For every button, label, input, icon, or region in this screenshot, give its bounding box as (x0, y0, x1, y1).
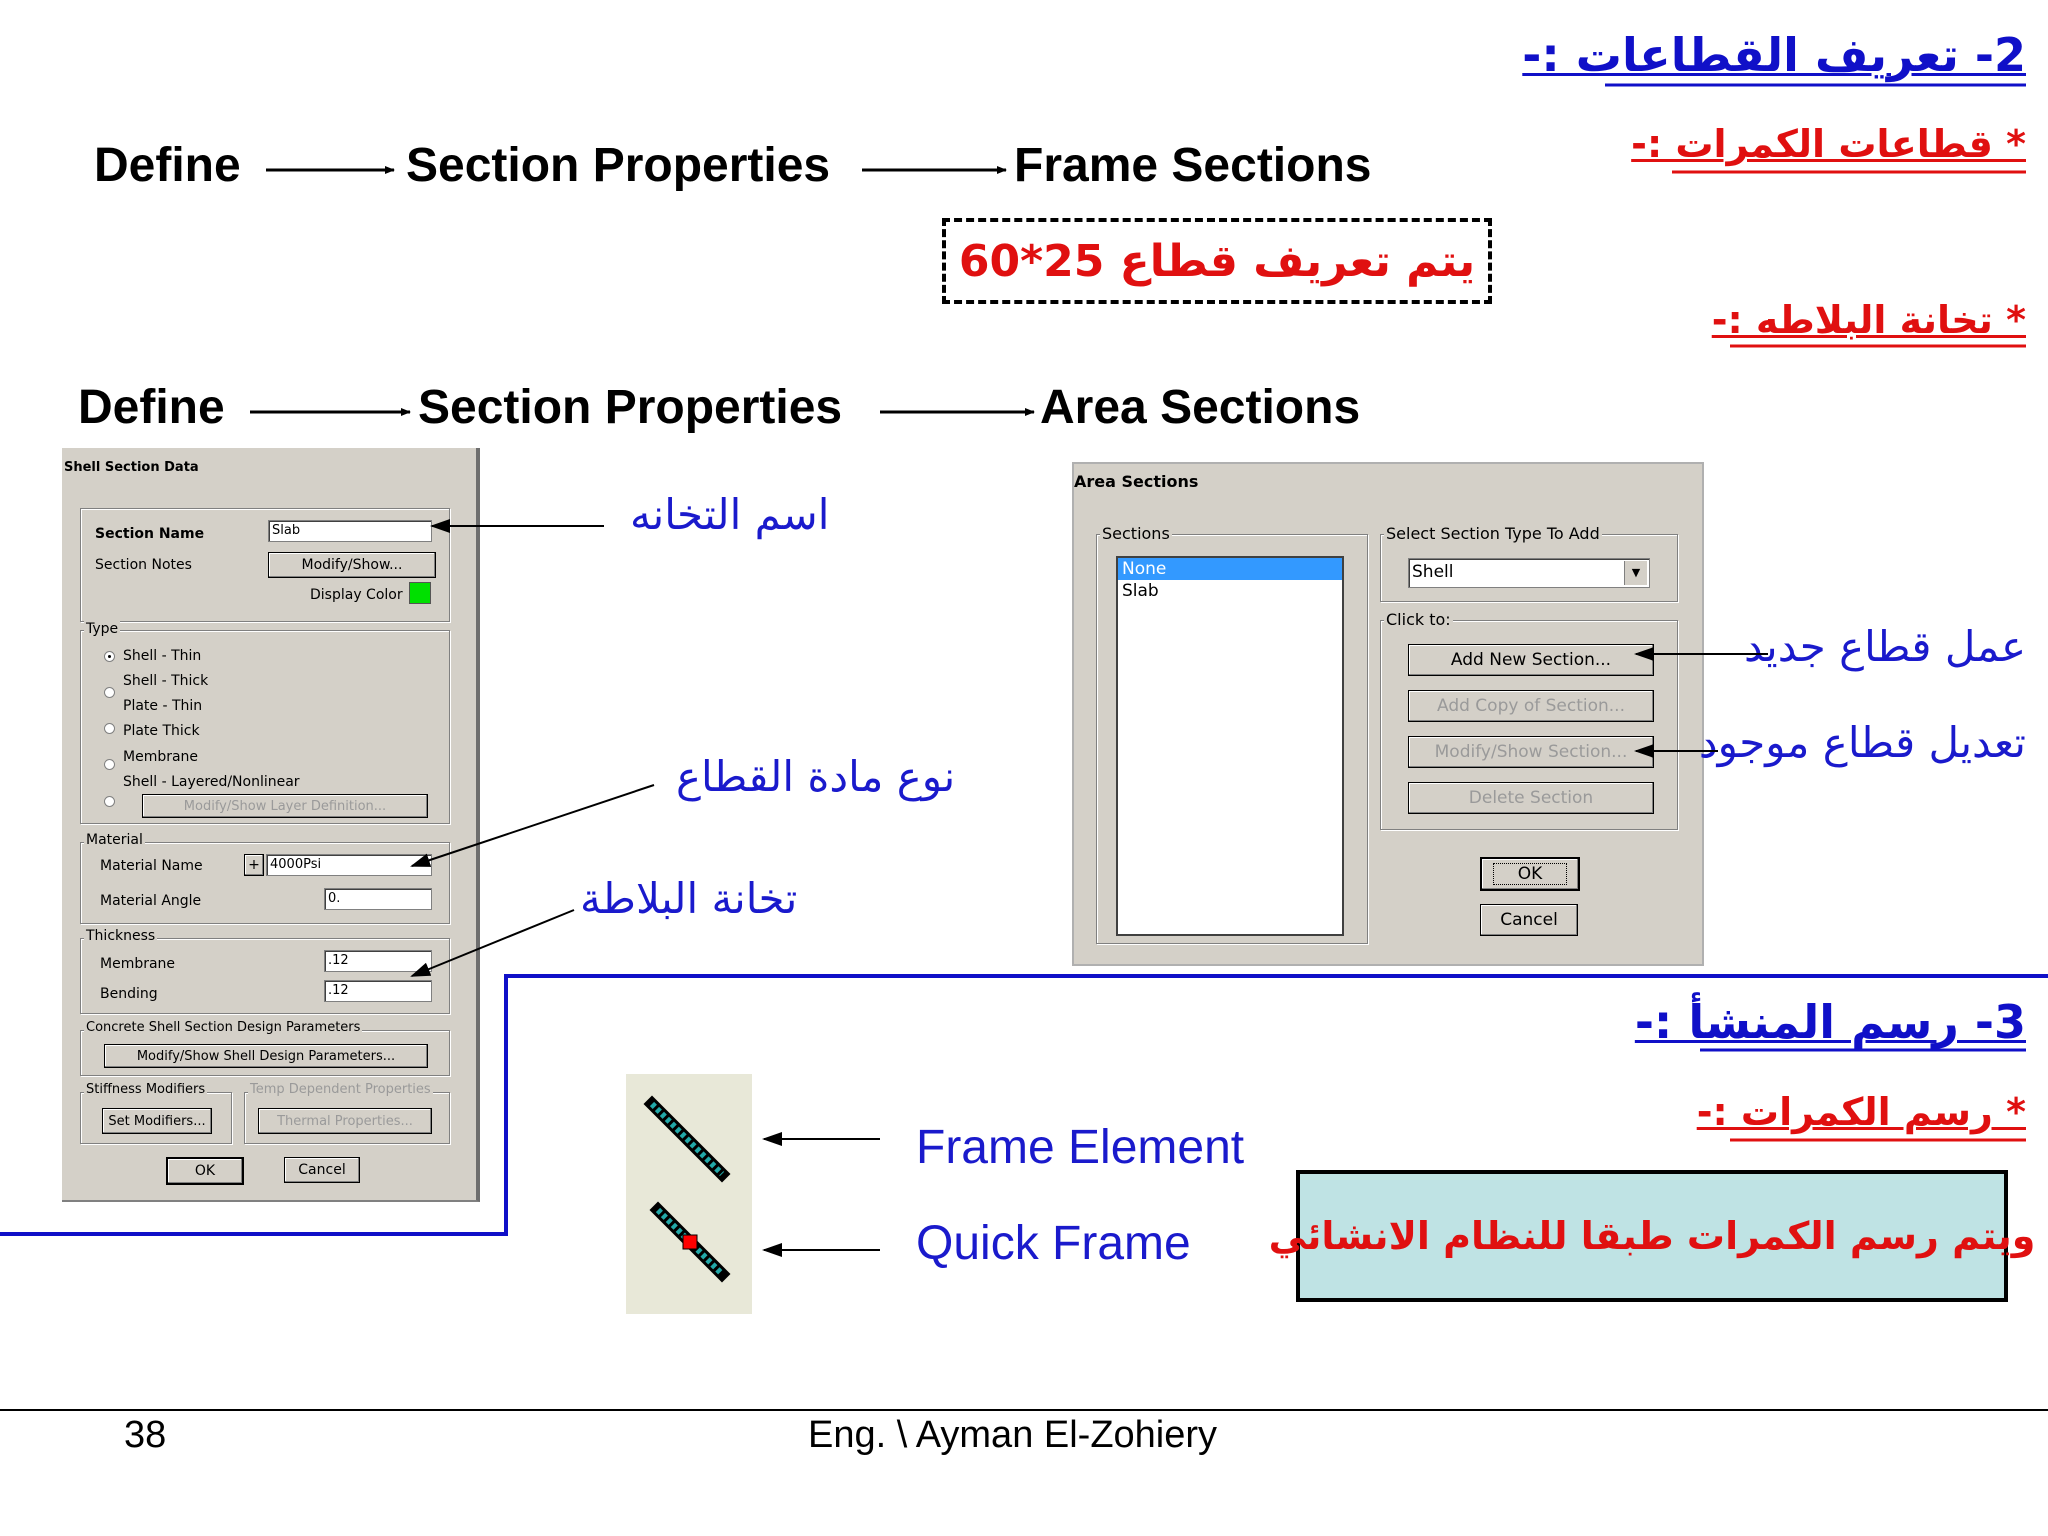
footer-page-number: 38 (124, 1414, 167, 1456)
beam-drawing-heading: * رسم الكمرات :- (1696, 1090, 2026, 1134)
section-name-label: Section Name (95, 526, 205, 542)
material-angle-label: Material Angle (100, 893, 202, 909)
frame-element-label: Frame Element (916, 1121, 1245, 1174)
material-add-button[interactable]: + (244, 854, 264, 876)
click-to-group-label: Click to: (1386, 610, 1451, 629)
quick-frame-icon[interactable] (634, 1198, 734, 1298)
radio-shell-thin[interactable] (104, 651, 115, 662)
type-label-plate-thick: Plate Thick (123, 723, 200, 739)
frame-section-note-box (942, 218, 1492, 304)
material-name-select[interactable]: 4000Psi (266, 854, 432, 876)
section-type-select[interactable] (1408, 558, 1650, 588)
modify-show-section-button[interactable]: Modify/Show Section... (1408, 736, 1654, 768)
type-label-shell-layered: Shell - Layered/Nonlinear (123, 774, 300, 790)
area-ok-button[interactable] (1480, 857, 1580, 891)
delete-section-button[interactable]: Delete Section (1408, 782, 1654, 814)
shell-section-data-dialog (62, 448, 480, 1202)
type-label-shell-thick: Shell - Thick (123, 673, 209, 689)
set-modifiers-button[interactable]: Set Modifiers... (102, 1108, 212, 1134)
flow-area-section-properties: Section Properties (418, 381, 843, 434)
concrete-design-parameters-button[interactable]: Modify/Show Shell Design Parameters... (104, 1044, 428, 1068)
bending-thickness-field[interactable]: .12 (324, 980, 432, 1002)
shell-dialog-title: Shell Section Data (64, 460, 199, 475)
area-ok-label: OK (1493, 863, 1568, 885)
flow-area-define: Define (78, 381, 225, 434)
select-type-group-label: Select Section Type To Add (1386, 524, 1600, 543)
membrane-label: Membrane (100, 956, 176, 972)
annotation-new-section: عمل قطاع جديد (1744, 622, 2026, 671)
annotation-thickness-name: اسم التخانه (630, 490, 830, 539)
structure-drawing-heading: 3- رسم المنشأ :- (1634, 995, 2026, 1049)
sections-group-label: Sections (1102, 524, 1170, 543)
membrane-thickness-field[interactable]: .12 (324, 950, 432, 972)
section-name-field[interactable]: Slab (268, 520, 432, 542)
material-name-label: Material Name (100, 858, 203, 874)
annotation-edit-section: تعديل قطاع موجود (1698, 718, 2026, 767)
flow-frame-frame-sections: Frame Sections (1014, 139, 1372, 192)
type-label-plate-thin: Plate - Thin (123, 698, 203, 714)
sections-list-item-slab[interactable]: Slab (1122, 581, 1159, 601)
beam-sections-heading: * قطاعات الكمرات :- (1631, 122, 2026, 166)
type-group-label: Type (86, 621, 119, 637)
temp-properties-group-label: Temp Dependent Properties (250, 1082, 431, 1097)
section-notes-label: Section Notes (95, 557, 192, 573)
sections-list-item-none[interactable]: None (1118, 558, 1342, 580)
chevron-down-icon[interactable]: ▼ (1624, 561, 1647, 585)
type-label-membrane: Membrane (123, 749, 199, 765)
frame-section-note: يتم تعريف قطاع 25*60 (958, 235, 1476, 287)
add-copy-section-button[interactable]: Add Copy of Section... (1408, 690, 1654, 722)
radio-membrane[interactable] (104, 796, 115, 807)
type-label-shell-thin: Shell - Thin (123, 648, 202, 664)
annotation-slab-thickness: تخانة البلاطة (580, 874, 798, 923)
concrete-design-group-label: Concrete Shell Section Design Parameters (86, 1020, 361, 1035)
bending-label: Bending (100, 986, 158, 1002)
section-notes-modify-button[interactable]: Modify/Show... (268, 552, 436, 578)
flow-frame-define: Define (94, 139, 241, 192)
stiffness-group-label: Stiffness Modifiers (86, 1082, 206, 1097)
radio-shell-thick[interactable] (104, 687, 115, 698)
area-dialog-title: Area Sections (1074, 472, 1199, 491)
beam-drawing-note-box (1268, 1170, 2036, 1302)
display-color-label: Display Color (310, 587, 403, 603)
material-group-label: Material (86, 832, 143, 848)
shell-ok-button[interactable]: OK (166, 1157, 244, 1185)
section-definitions-heading: 2- تعريف القطاعات :- (1522, 28, 2026, 82)
flow-area-area-sections: Area Sections (1040, 381, 1361, 434)
beam-drawing-note: ويتم رسم الكمرات طبقا للنظام الانشائي (1268, 1214, 2036, 1258)
display-color-swatch[interactable] (409, 582, 431, 604)
radio-plate-thin[interactable] (104, 723, 115, 734)
thickness-group-label: Thickness (86, 928, 156, 944)
footer-author: Eng. \ Ayman El-Zohiery (808, 1414, 1218, 1456)
shell-cancel-button[interactable]: Cancel (284, 1157, 360, 1183)
slab-thickness-heading: * تخانة البلاطه :- (1711, 298, 2026, 342)
section-type-value: Shell (1412, 562, 1454, 582)
area-sections-dialog (1072, 462, 1704, 966)
thermal-properties-button[interactable]: Thermal Properties... (258, 1108, 432, 1134)
frame-element-icon[interactable] (634, 1090, 734, 1190)
area-cancel-button[interactable]: Cancel (1480, 904, 1578, 936)
sections-list[interactable] (1116, 556, 1344, 936)
quick-frame-label: Quick Frame (916, 1217, 1191, 1270)
add-new-section-button[interactable]: Add New Section... (1408, 644, 1654, 676)
annotation-material-type: نوع مادة القطاع (676, 752, 956, 801)
draw-tools-panel (626, 1074, 752, 1314)
flow-frame-section-properties: Section Properties (406, 139, 831, 192)
material-angle-field[interactable]: 0. (324, 888, 432, 910)
modify-layer-definition-button[interactable]: Modify/Show Layer Definition... (142, 794, 428, 818)
radio-plate-thick[interactable] (104, 759, 115, 770)
